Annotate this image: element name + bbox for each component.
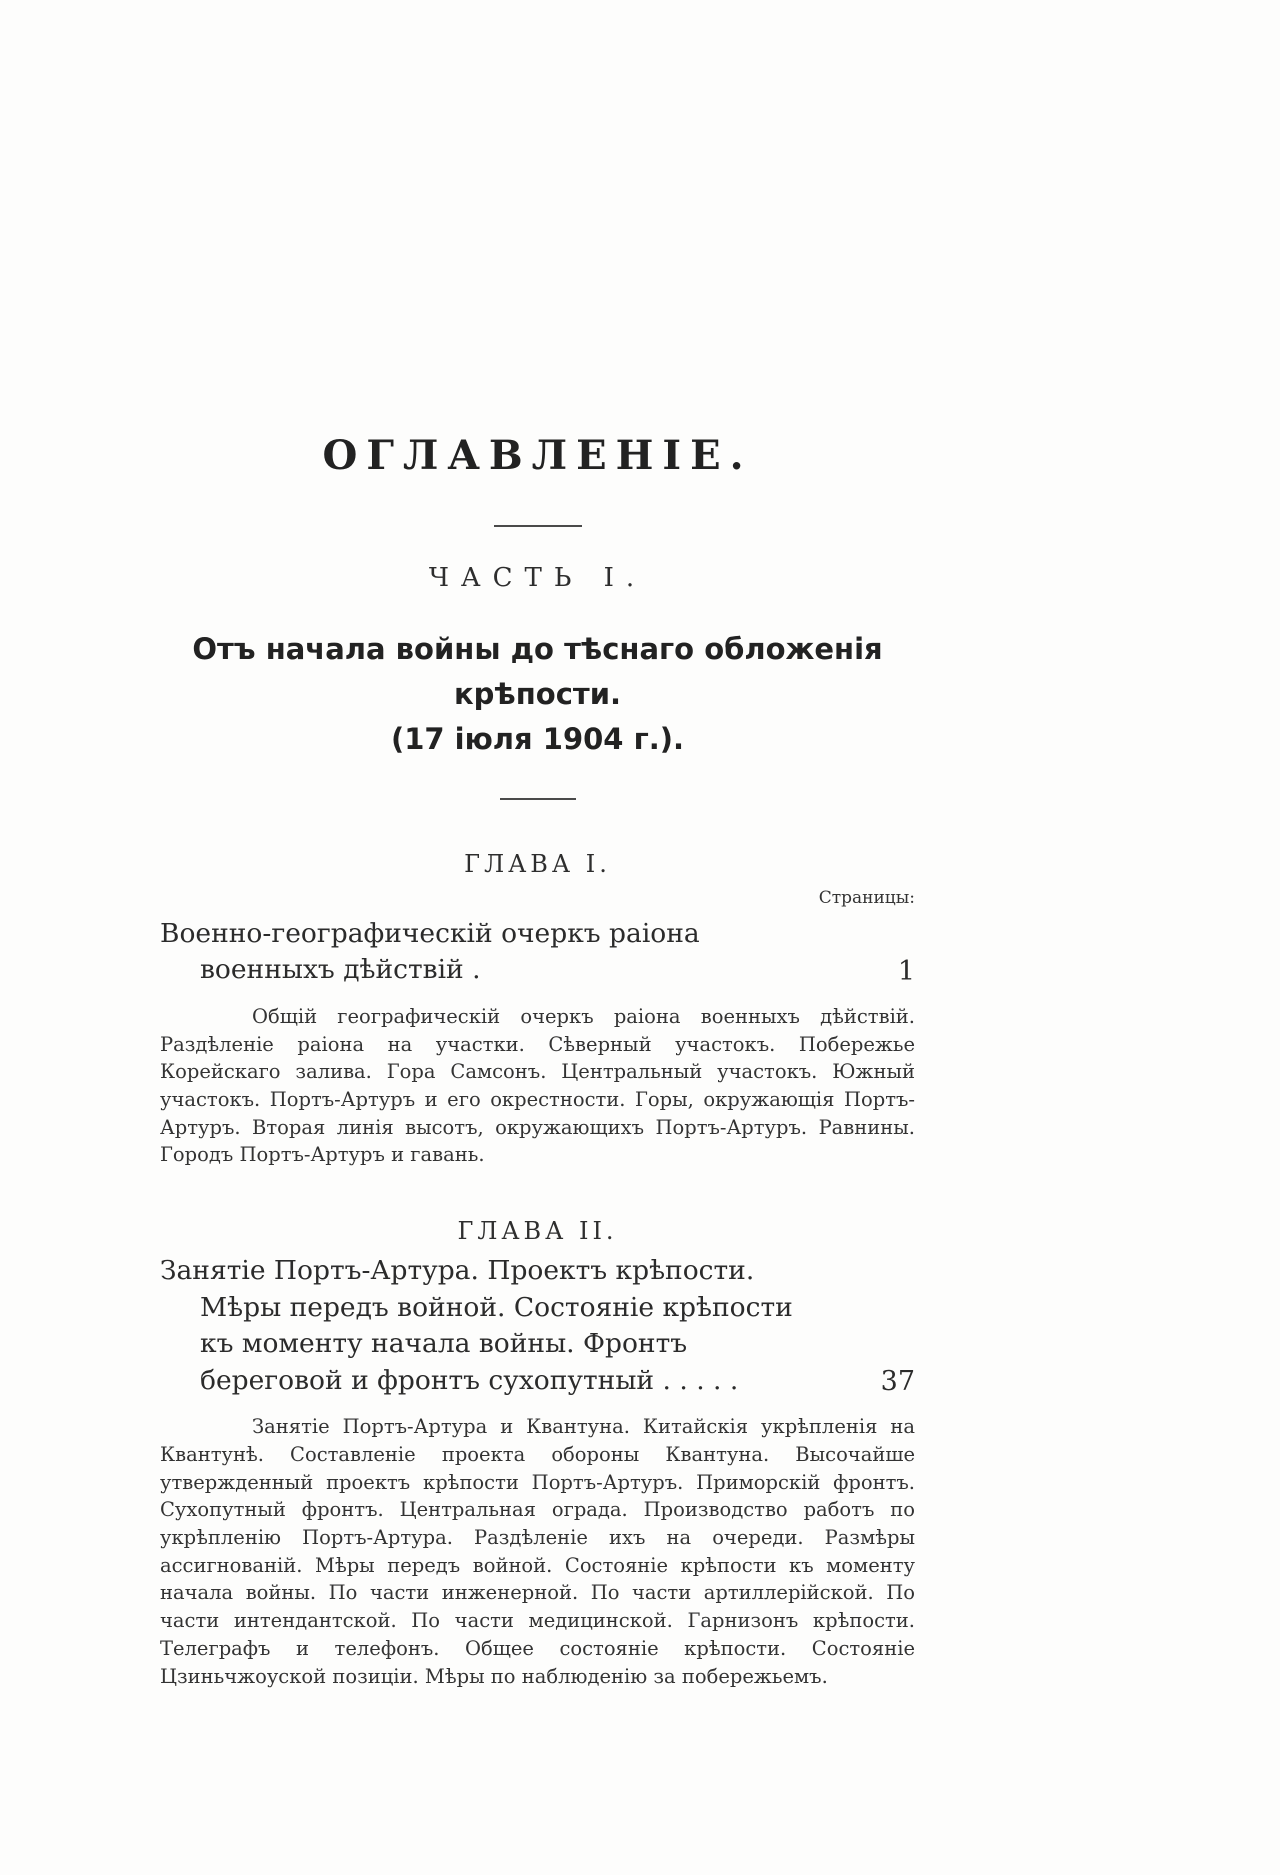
divider [494, 525, 582, 527]
entry-text: Занятіе Портъ-Артура. Проектъ крѣпости. Мѣры передъ войной. Состояніе крѣпости къ моменту начала войны. Фронтъ береговой и фронтъ сухопутный . . . . . [160, 1255, 793, 1396]
chapter-summary: Занятіе Портъ-Артура и Квантуна. Китайскія укрѣпленія на Квантунѣ. Составленіе проекта обороны Квантуна. Высочайше утвержденный проектъ крѣпости Портъ-Артуръ. Приморскій фронтъ. Сухопутный фронтъ. Центральная ограда. Производство работъ по укрѣпленію Портъ-Артура. Раздѣленіе ихъ на очереди. Размѣры ассигнованій. Мѣры передъ войной. Состояніе крѣпости къ моменту начала войны. По части инженерной. По части артиллерійской. По части интендантской. По части медицинской. Гарнизонъ крѣпости. Телеграфъ и телефонъ. Общее состояніе крѣпости. Состояніе Цзиньчжоуской позиціи. Мѣры по наблюденію за побережьемъ. [160, 1415, 915, 1688]
pages-column-label: Страницы: [818, 887, 915, 908]
entry-page-number: 37 [880, 1366, 915, 1398]
part-heading: ЧАСТЬ I. [428, 563, 647, 593]
entry-page-number: 1 [897, 955, 915, 987]
chapter-heading: ГЛАВА II. [457, 1217, 618, 1246]
toc-content [160, 0, 915, 1690]
chapter-heading: ГЛАВА I. [464, 849, 611, 878]
divider [500, 798, 576, 800]
page-title: ОГЛАВЛЕНІЕ. [322, 432, 753, 479]
toc-entry [160, 916, 915, 989]
chapter-summary: Общій географическій очеркъ раіона военныхъ дѣйствій. Раздѣленіе раіона на участки. Сѣверный участокъ. Побережье Корейскаго залива. Гора Самсонъ. Центральный участокъ. Южный участокъ. Портъ-Артуръ и его окрестности. Горы, окружающія Портъ-Артуръ. Вторая линія высотъ, окружающихъ Портъ-Артуръ. Равнины. Городъ Портъ-Артуръ и гавань. [160, 1004, 915, 1167]
chapter-section-1 [160, 850, 915, 1169]
entry-text: Военно-географическій очеркъ раіона военныхъ дѣйствій . [160, 917, 700, 986]
part-title [160, 627, 915, 762]
toc-entry [160, 1253, 915, 1399]
chapter-section-2 [160, 1217, 915, 1690]
part-title-line1: Отъ начала войны до тѣснаго обложенія крѣпости. [192, 632, 883, 711]
part-title-line2: (17 іюля 1904 г.). [390, 721, 685, 756]
